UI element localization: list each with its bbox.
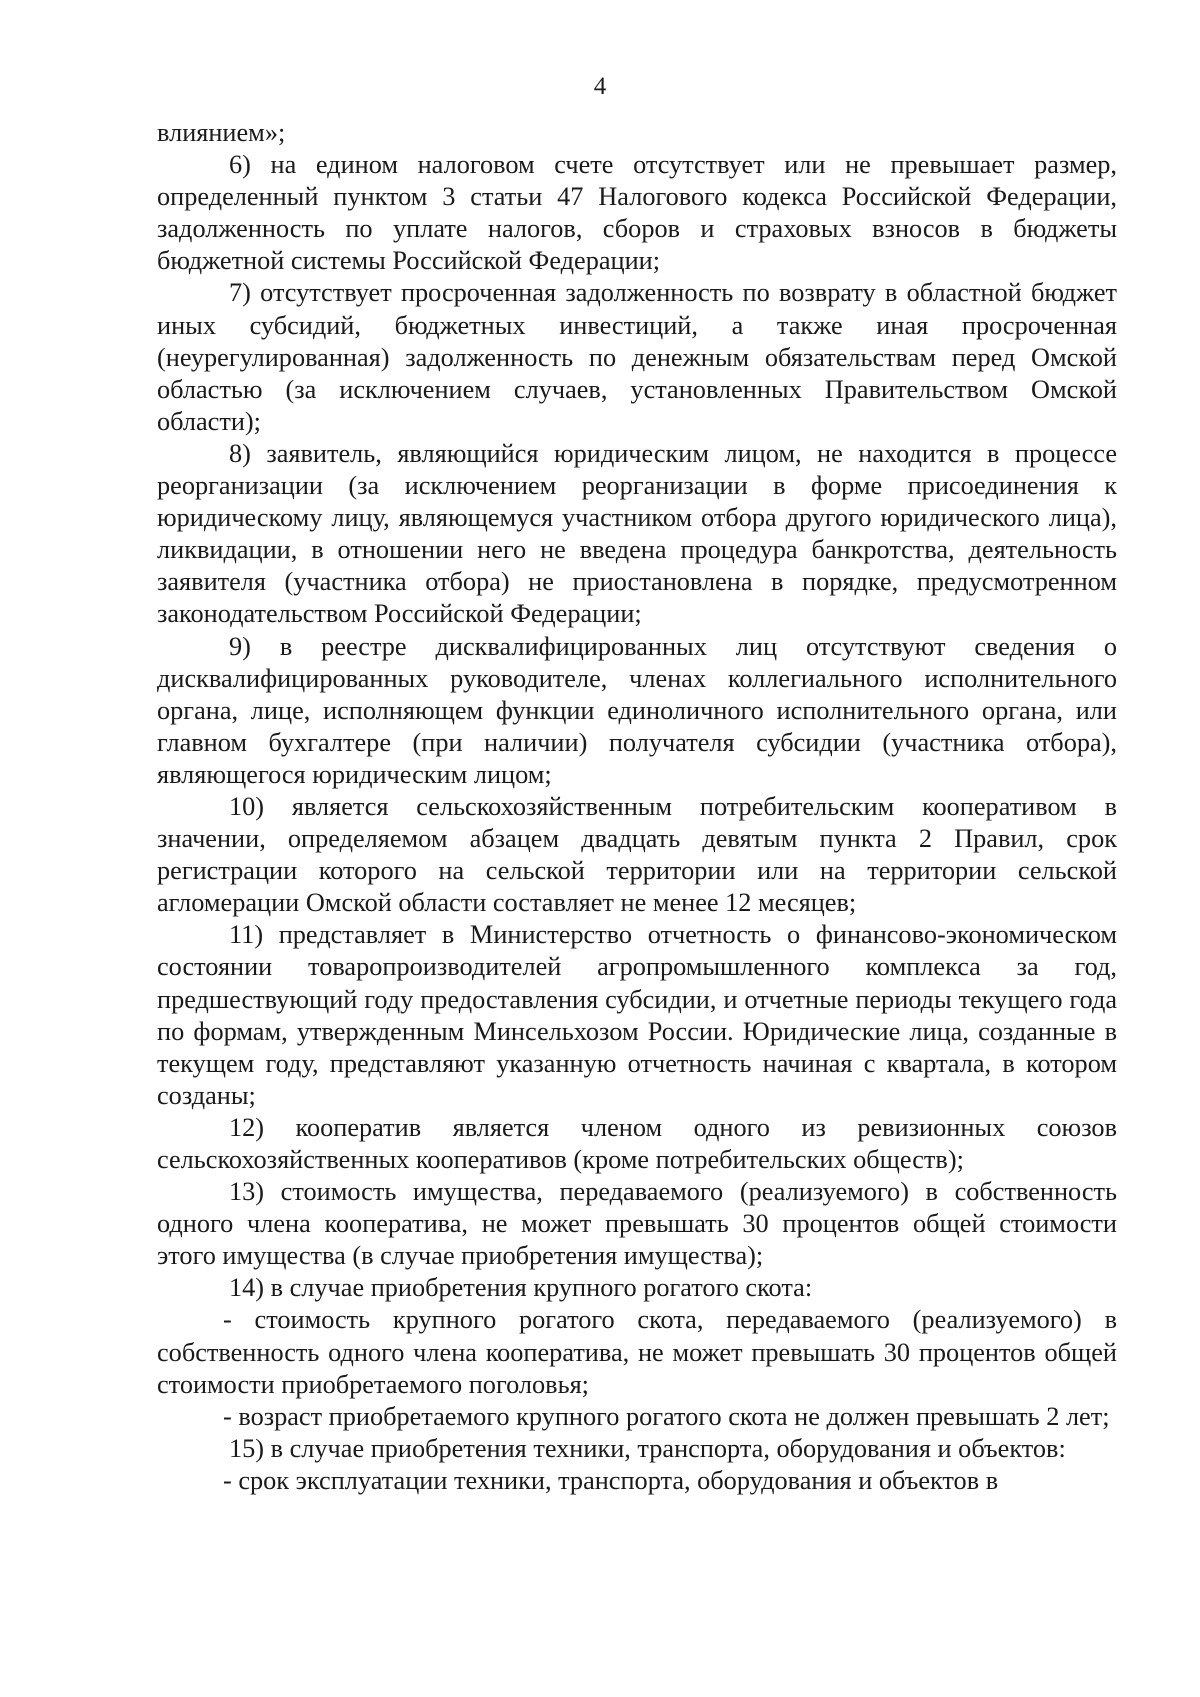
paragraph-item-10: 10) является сельскохозяйственным потребительским кооперативом в значении, определяемом абзацем двадцать девятым пункта 2 Правил, срок регистрации которого на сельской территории или на территории сельской агломерации Омской области составляет не менее 12 месяцев;	[157, 791, 1117, 918]
paragraph-dash-cattle-cost: - стоимость крупного рогатого скота, передаваемого (реализуемого) в собственность одного члена кооператива, не может превышать 30 процентов общей стоимости приобретаемого поголовья;	[157, 1305, 1117, 1399]
paragraph-item-6: 6) на едином налоговом счете отсутствует или не превышает размер, определенный пунктом 3 статьи 47 Налогового кодекса Российской Федерации, задолженность по уплате налогов, сборов и страховых взносов в бюджеты бюджетной системы Российской Федерации;	[157, 150, 1117, 276]
paragraph-dash-cattle-age: - возраст приобретаемого крупного рогатого скота не должен превышать 2 лет;	[223, 1401, 1110, 1431]
page-number: 4	[593, 73, 607, 100]
document-body	[157, 117, 1117, 1497]
paragraph-item-15: 15) в случае приобретения техники, транспорта, оборудования и объектов:	[229, 1433, 1066, 1463]
paragraph-continuation: влиянием»;	[157, 118, 286, 147]
paragraph-item-12: 12) кооператив является членом одного из ревизионных союзов сельскохозяйственных кооперативов (кроме потребительских обществ);	[157, 1112, 1117, 1174]
paragraph-item-14: 14) в случае приобретения крупного рогатого скота:	[229, 1273, 813, 1303]
paragraph-item-7: 7) отсутствует просроченная задолженность по возврату в областной бюджет иных субсидий, бюджетных инвестиций, а также иная просроченная (неурегулированная) задолженность по денежным обязательствам перед Омской областью (за исключением случаев, установленных Правительством Омской области);	[157, 278, 1117, 436]
paragraph-item-11: 11) представляет в Министерство отчетность о финансово-экономическом состоянии товаропроизводителей агропромышленного комплекса за год, предшествующий году предоставления субсидии, и отчетные периоды текущего года по формам, утвержденным Минсельхозом России. Юридические лица, созданные в текущем году, представляют указанную отчетность начиная с квартала, в котором созданы;	[157, 920, 1117, 1110]
paragraph-item-13: 13) стоимость имущества, передаваемого (реализуемого) в собственность одного члена кооператива, не может превышать 30 процентов общей стоимости этого имущества (в случае приобретения имущества);	[157, 1177, 1117, 1271]
paragraph-item-8: 8) заявитель, являющийся юридическим лицом, не находится в процессе реорганизации (за исключением реорганизации в форме присоединения к юридическому лицу, являющемуся участником отбора другого юридического лица), ликвидации, в отношении него не введена процедура банкротства, деятельность заявителя (участника отбора) не приостановлена в порядке, предусмотренном законодательством Российской Федерации;	[157, 438, 1117, 629]
paragraph-item-9: 9) в реестре дисквалифицированных лиц отсутствуют сведения о дисквалифицированных руководителе, членах коллегиального исполнительного органа, лице, исполняющем функции единоличного исполнительного органа, или главном бухгалтере (при наличии) получателя субсидии (участника отбора), являющегося юридическим лицом;	[157, 631, 1117, 789]
paragraph-dash-operation-period: - срок эксплуатации техники, транспорта, оборудования и объектов в	[223, 1465, 999, 1495]
